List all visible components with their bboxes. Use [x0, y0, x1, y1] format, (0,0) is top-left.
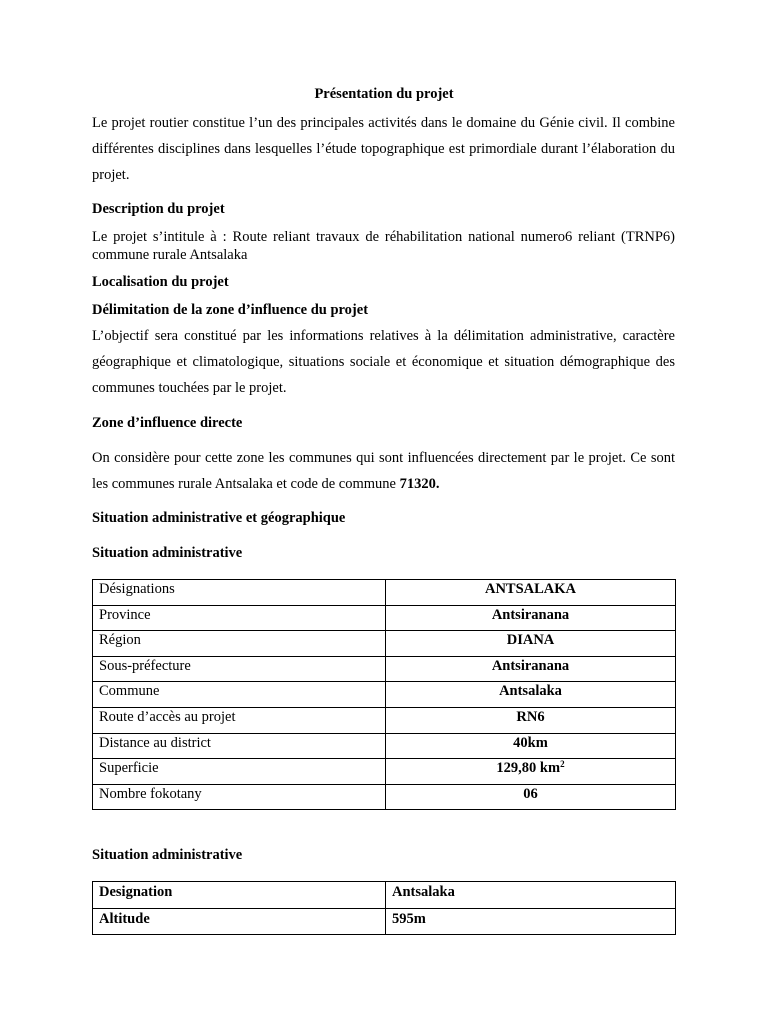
zone-paragraph: [92, 445, 675, 497]
table-cell-value: [386, 733, 676, 759]
table-row: [93, 682, 676, 708]
unit-exponent: 2: [560, 759, 565, 770]
table1-heading: Situation administrative: [92, 545, 243, 561]
value-text: Antsalaka: [499, 683, 562, 700]
table-row: [93, 733, 676, 759]
value-text: DIANA: [506, 632, 555, 649]
table-row: [93, 605, 676, 631]
table-row: [93, 580, 676, 606]
delimitation-heading: Délimitation de la zone d’influence du projet: [92, 302, 369, 318]
table-row: [93, 707, 676, 733]
table2-heading: Situation administrative: [92, 847, 243, 863]
table-cell-label: Désignations: [93, 580, 386, 606]
value-text: ANTSALAKA: [484, 581, 577, 597]
table-cell-label: Région: [93, 631, 386, 657]
table-cell-value: [386, 784, 676, 810]
table-row: [93, 759, 676, 785]
page-title: Présentation du projet: [314, 86, 454, 102]
table-cell-label: Province: [93, 605, 386, 631]
geo-table: [92, 881, 676, 935]
intro-paragraph: Le projet routier constitue l’un des principales activités dans le domaine du Génie civil. Il combine différentes disciplines dans lesquelles l’étude topographique est primordiale durant l’élaboration du projet.: [92, 115, 675, 183]
table-cell-value: [386, 707, 676, 733]
table-cell-label: Designation: [93, 882, 386, 909]
table-cell-label: Altitude: [93, 908, 386, 935]
table-row: [93, 908, 676, 935]
table-cell-value: [386, 605, 676, 631]
table-row: [93, 882, 676, 909]
description-paragraph: Le projet s’intitule à : Route reliant travaux de réhabilitation national numero6 reliant (TRNP6) commune rurale Antsalaka: [92, 229, 675, 263]
table-cell-label: Distance au district: [93, 733, 386, 759]
situation-heading: Situation administrative et géographique: [92, 510, 346, 526]
admin-table: [92, 579, 676, 810]
table-cell-label: Route d’accès au projet: [93, 707, 386, 733]
table-cell-value: [386, 908, 676, 935]
delimitation-paragraph: L’objectif sera constitué par les informations relatives à la délimitation administrative, caractère géographique et climatologique, situations sociale et économique et situation démographique des communes touchées par le projet.: [92, 328, 675, 396]
table-row: [93, 656, 676, 682]
table-cell-label: Commune: [93, 682, 386, 708]
value-text: 595m: [392, 910, 426, 927]
table-row: [93, 631, 676, 657]
table-row: [93, 784, 676, 810]
description-heading: Description du projet: [92, 201, 225, 217]
value-text: 40km: [513, 734, 548, 751]
value-text: Antsiranana: [491, 606, 570, 623]
value-text: 06: [523, 785, 538, 802]
zone-heading: Zone d’influence directe: [92, 415, 243, 431]
value-text: Antsiranana: [491, 657, 570, 674]
localisation-heading: Localisation du projet: [92, 274, 229, 290]
table-cell-value: [386, 580, 676, 606]
zone-text: On considère pour cette zone les communes qui sont influencées directement par le projet. Ce sont les communes rurale Antsalaka et code de commune: [92, 450, 675, 492]
table-cell-value: [386, 631, 676, 657]
value-text: 129,80 km: [496, 760, 561, 777]
table-cell-value: [386, 656, 676, 682]
commune-code: 71320.: [399, 476, 440, 492]
table-cell-label: Sous-préfecture: [93, 656, 386, 682]
table-cell-value: [386, 682, 676, 708]
table-cell-label: Superficie: [93, 759, 386, 785]
value-text: RN6: [516, 708, 545, 725]
table-cell-value: [386, 882, 676, 909]
value-text: Antsalaka: [392, 884, 455, 900]
table-cell-value: [386, 759, 676, 785]
table-cell-label: Nombre fokotany: [93, 784, 386, 810]
